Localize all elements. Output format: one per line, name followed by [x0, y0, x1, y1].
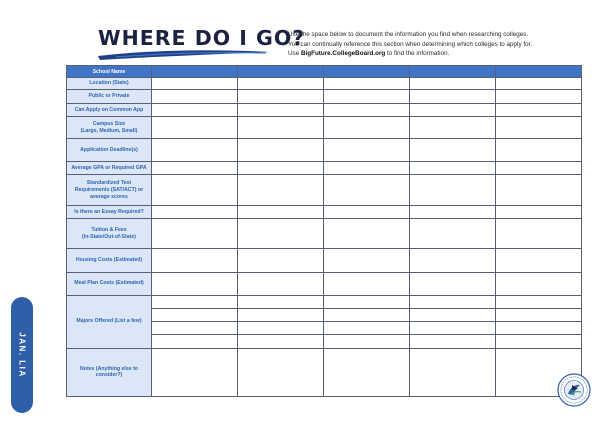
table-cell[interactable]: [496, 206, 582, 219]
table-cell[interactable]: [496, 117, 582, 139]
row-label-majors: Majors Offered (List a few): [67, 295, 152, 348]
school-column-3[interactable]: [324, 66, 410, 78]
table-row: [67, 249, 582, 272]
table-cell[interactable]: [238, 175, 324, 206]
table-row: [67, 162, 582, 175]
table-header-row: [67, 66, 582, 78]
table-cell[interactable]: [496, 78, 582, 90]
school-column-4[interactable]: [410, 66, 496, 78]
instruction-line-1: Use the space below to document the information you find when researching colleges.: [288, 31, 529, 38]
row-label-essay: Is there an Essay Required?: [67, 206, 152, 219]
table-cell[interactable]: [152, 139, 238, 162]
table-cell[interactable]: [324, 219, 410, 249]
table-cell[interactable]: [410, 206, 496, 219]
table-cell[interactable]: [152, 272, 238, 295]
school-column-2[interactable]: [238, 66, 324, 78]
table-cell[interactable]: [496, 308, 582, 321]
table-cell[interactable]: [496, 219, 582, 249]
row-label-gpa: Average GPA or Required GPA: [67, 162, 152, 175]
table-cell[interactable]: [238, 104, 324, 117]
table-cell[interactable]: [496, 104, 582, 117]
instruction-line-2: You can continually reference this section when determining which colleges to apply for.: [288, 40, 533, 48]
school-column-1[interactable]: [152, 66, 238, 78]
table-cell[interactable]: [152, 334, 238, 348]
table-cell[interactable]: [324, 175, 410, 206]
college-research-table: [66, 65, 582, 397]
school-column-5[interactable]: [496, 66, 582, 78]
row-label-notes: [67, 348, 152, 396]
row-label-housing: Housing Costs (Estimated): [67, 249, 152, 272]
tests-label-line-3: average scores: [90, 193, 128, 200]
table-cell[interactable]: [496, 139, 582, 162]
table-cell[interactable]: [496, 295, 582, 308]
table-row: [67, 104, 582, 117]
table-row: [67, 117, 582, 139]
table-row: [67, 139, 582, 162]
table-row: [67, 272, 582, 295]
tuition-label-line-2: (In-State/Out-of-State): [82, 233, 136, 240]
tests-label-line-1: Standardized Test: [86, 180, 132, 187]
row-label-campus-size: [67, 117, 152, 139]
table-cell[interactable]: [496, 321, 582, 334]
table-cell[interactable]: [238, 90, 324, 104]
table-cell[interactable]: [238, 162, 324, 175]
table-cell[interactable]: [238, 249, 324, 272]
school-seal-logo: [557, 373, 591, 407]
table-cell[interactable]: [410, 348, 496, 396]
table-cell[interactable]: [496, 162, 582, 175]
table-row: [67, 175, 582, 206]
table-cell[interactable]: [152, 308, 238, 321]
table-cell[interactable]: [238, 295, 324, 308]
table-cell[interactable]: [238, 348, 324, 396]
table-cell[interactable]: [324, 295, 410, 308]
table-cell[interactable]: [496, 175, 582, 206]
table-row: [67, 295, 582, 308]
table-cell[interactable]: [324, 308, 410, 321]
notes-label-line-1: Notes (Anything else to: [80, 365, 138, 372]
table-cell[interactable]: [152, 249, 238, 272]
tests-label-line-2: Requirements (SAT/ACT) or: [74, 187, 144, 194]
table-row: [67, 219, 582, 249]
bigfuture-link[interactable]: BigFuture.CollegeBoard.org: [300, 50, 386, 58]
notes-label-line-2: consider?): [95, 372, 123, 379]
table-cell[interactable]: [324, 348, 410, 396]
table-cell[interactable]: [410, 175, 496, 206]
instruction-line-3: [288, 49, 588, 59]
table-cell[interactable]: [324, 334, 410, 348]
tuition-label-line-1: Tuition & Fees: [91, 227, 127, 234]
table-cell[interactable]: [324, 272, 410, 295]
table-cell[interactable]: [152, 117, 238, 139]
table-cell[interactable]: [410, 295, 496, 308]
table-cell[interactable]: [324, 117, 410, 139]
campus-size-label-line-2: (Large, Medium, Small): [80, 127, 138, 134]
table-cell[interactable]: [324, 90, 410, 104]
table-cell[interactable]: [238, 139, 324, 162]
table-cell[interactable]: [238, 308, 324, 321]
table-cell[interactable]: [152, 162, 238, 175]
table-cell[interactable]: [410, 249, 496, 272]
table-cell[interactable]: [152, 90, 238, 104]
table-cell[interactable]: [410, 104, 496, 117]
table-cell[interactable]: [324, 206, 410, 219]
table-row: [67, 78, 582, 90]
table-cell[interactable]: [324, 321, 410, 334]
row-label-location: Location (State): [67, 78, 152, 90]
table-cell[interactable]: [410, 78, 496, 90]
table-cell[interactable]: [410, 90, 496, 104]
table-cell[interactable]: [152, 175, 238, 206]
table-cell[interactable]: [238, 334, 324, 348]
table-cell[interactable]: [152, 295, 238, 308]
table-cell[interactable]: [410, 117, 496, 139]
row-label-tuition: [67, 219, 152, 249]
table-cell[interactable]: [152, 206, 238, 219]
table-row: [67, 206, 582, 219]
table-cell[interactable]: [410, 162, 496, 175]
instruction-line-3-suffix: to find the information.: [385, 50, 450, 58]
table-cell[interactable]: [324, 249, 410, 272]
table-cell[interactable]: [324, 162, 410, 175]
table-cell[interactable]: [410, 334, 496, 348]
table-cell[interactable]: [324, 139, 410, 162]
instructions: [288, 30, 588, 59]
table-cell[interactable]: [238, 78, 324, 90]
month-tab-label: JAN. LIA: [17, 332, 27, 378]
table-cell[interactable]: [152, 78, 238, 90]
table-cell[interactable]: [238, 321, 324, 334]
row-label-tests: [67, 175, 152, 206]
table-cell[interactable]: [496, 249, 582, 272]
table-cell[interactable]: [410, 272, 496, 295]
table-cell[interactable]: [238, 206, 324, 219]
title-underline-swoosh: [96, 47, 272, 61]
table-cell[interactable]: [324, 104, 410, 117]
page-title: WHERE DO I GO?: [98, 26, 306, 50]
table-cell[interactable]: [410, 308, 496, 321]
row-label-public-private: Public or Private: [67, 90, 152, 104]
row-label-common-app: Can Apply on Common App: [67, 104, 152, 117]
table-cell[interactable]: [238, 219, 324, 249]
table-cell[interactable]: [152, 348, 238, 396]
table-cell[interactable]: [238, 117, 324, 139]
row-label-deadline: Application Deadline(s): [67, 139, 152, 162]
school-name-header: School Name: [67, 66, 152, 78]
table-row: [67, 348, 582, 396]
table-cell[interactable]: [324, 78, 410, 90]
table-cell[interactable]: [238, 272, 324, 295]
table-cell[interactable]: [496, 90, 582, 104]
table-cell[interactable]: [496, 334, 582, 348]
table-cell[interactable]: [152, 219, 238, 249]
table-cell[interactable]: [152, 321, 238, 334]
row-label-meal: Meal Plan Costs (Estimated): [67, 272, 152, 295]
table-cell[interactable]: [152, 104, 238, 117]
table-cell[interactable]: [496, 272, 582, 295]
table-cell[interactable]: [410, 139, 496, 162]
table-row: [67, 90, 582, 104]
table-cell[interactable]: [410, 321, 496, 334]
campus-size-label-line-1: Campus Size: [92, 121, 126, 128]
table-cell[interactable]: [410, 219, 496, 249]
instruction-line-3-prefix: Use: [288, 50, 301, 58]
